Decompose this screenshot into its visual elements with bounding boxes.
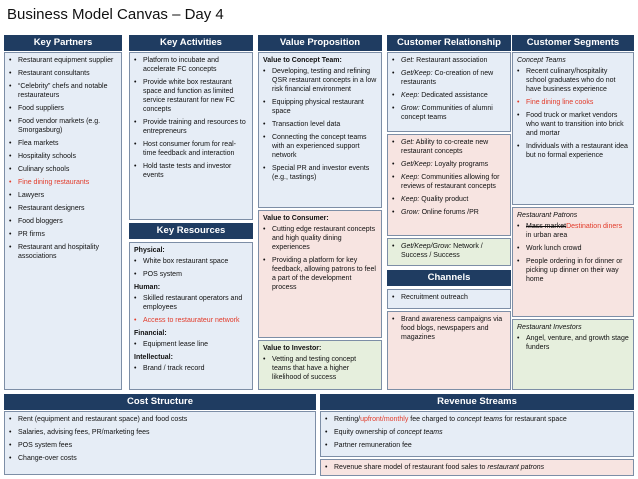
resources-intellectual-label: Intellectual: xyxy=(134,354,173,361)
value-consumer-label: Value to Consumer: xyxy=(263,215,329,222)
resource-item: • Brand / track record xyxy=(134,364,248,373)
page-title: Business Model Canvas – Day 4 xyxy=(7,6,224,23)
segments-patrons-label: Restaurant Patrons xyxy=(517,212,578,219)
value-item: • Special PR and investor events (e.g., tastings) xyxy=(263,164,377,182)
header-customer-segments: Customer Segments xyxy=(512,35,634,51)
header-revenue-streams: Revenue Streams xyxy=(320,394,634,410)
segments-investors-label: Restaurant Investors xyxy=(517,324,582,331)
partner-item: • Restaurant equipment supplier xyxy=(9,56,117,65)
relationship-item: • Get/Keep: Loyalty programs xyxy=(392,160,506,169)
value-item: • Developing, testing and refining QSR restaurant concepts in a low risk financial environment xyxy=(263,67,377,94)
value-consumer-panel xyxy=(258,210,382,338)
value-concept-team-label: Value to Concept Team: xyxy=(263,57,342,64)
relationship-item: • Grow: Communities of alumni concept teams xyxy=(392,104,506,122)
relationship-item: • Get/Keep: Co-creation of new restaurants xyxy=(392,69,506,87)
segment-item: • Recent culinary/hospitality school graduates who do not have business experience xyxy=(517,67,629,94)
partner-item: • Food vendor markets (e.g. Smorgasburg) xyxy=(9,117,117,135)
resources-human-label: Human: xyxy=(134,284,161,291)
activity-item: • Hold taste tests and investor events xyxy=(134,162,248,180)
revenue-item: • Equity ownership of concept teams xyxy=(325,428,629,437)
value-investor-label: Value to Investor: xyxy=(263,345,322,352)
segment-item: • Work lunch crowd xyxy=(517,244,629,253)
channels-blue-panel xyxy=(387,289,511,309)
partner-item: • Restaurant designers xyxy=(9,204,117,213)
partner-item: • “Celebrity” chefs and notable restaurateurs xyxy=(9,82,117,100)
resource-item: • White box restaurant space xyxy=(134,257,248,266)
segment-item: • Food truck or market vendors who want to transition into brick and mortar xyxy=(517,111,629,138)
cost-item: • POS system fees xyxy=(9,441,311,450)
header-value-proposition: Value Proposition xyxy=(258,35,382,51)
relationship-item: • Keep: Quality product xyxy=(392,195,506,204)
relationship-green-panel xyxy=(387,238,511,266)
resources-physical-label: Physical: xyxy=(134,247,165,254)
relationship-pink-panel xyxy=(387,134,511,236)
value-item: • Vetting and testing concept teams that have a higher likelihood of success xyxy=(263,355,377,382)
segment-item: • Angel, venture, and growth stage funders xyxy=(517,334,629,352)
header-key-activities: Key Activities xyxy=(129,35,253,51)
cost-structure-panel xyxy=(4,411,316,475)
value-item: • Equipping physical restaurant space xyxy=(263,98,377,116)
partner-item: • Food suppliers xyxy=(9,104,117,113)
relationship-item: • Grow: Online forums /PR xyxy=(392,208,506,217)
header-channels: Channels xyxy=(387,270,511,286)
resource-item: • Access to restaurateur network xyxy=(134,316,248,325)
partner-item: • Culinary schools xyxy=(9,165,117,174)
channel-item: • Recruitment outreach xyxy=(392,293,506,302)
partner-item: • Hospitality schools xyxy=(9,152,117,161)
revenue-item: • Revenue share model of restaurant food sales to restaurant patrons xyxy=(325,463,629,472)
value-concept-team-panel xyxy=(258,52,382,208)
revenue-item: • Partner remuneration fee xyxy=(325,441,629,450)
key-resources-panel xyxy=(129,242,253,390)
resources-financial-label: Financial: xyxy=(134,330,167,337)
relationship-item: • Keep: Communities allowing for reviews of restaurant concepts xyxy=(392,173,506,191)
partner-item: • Restaurant consultants xyxy=(9,69,117,78)
resource-item: • POS system xyxy=(134,270,248,279)
cost-item: • Salaries, advising fees, PR/marketing fees xyxy=(9,428,311,437)
value-item: • Connecting the concept teams with an experienced support network xyxy=(263,133,377,160)
partner-item: • Flea markets xyxy=(9,139,117,148)
segments-patrons-panel xyxy=(512,207,634,317)
activity-item: • Host consumer forum for real-time feedback and interaction xyxy=(134,140,248,158)
segment-item: • Fine dining line cooks xyxy=(517,98,629,107)
channels-pink-panel xyxy=(387,311,511,390)
segments-concept-panel xyxy=(512,52,634,205)
segment-item: • Individuals with a restaurant idea but no formal experience xyxy=(517,142,629,160)
activity-item: • Provide training and resources to entrepreneurs xyxy=(134,118,248,136)
partner-item: • PR firms xyxy=(9,230,117,239)
activity-item: • Provide white box restaurant space and function as limited service restaurant for new FC concepts xyxy=(134,78,248,114)
partner-item: • Restaurant and hospitality associations xyxy=(9,243,117,261)
segment-item: • Mass marketDestination diners in urban area xyxy=(517,222,629,240)
relationship-item: • Keep: Dedicated assistance xyxy=(392,91,506,100)
channel-item: • Brand awareness campaigns via food blogs, newspapers and magazines xyxy=(392,315,506,342)
activity-item: • Platform to incubate and accelerate FC concepts xyxy=(134,56,248,74)
value-item: • Providing a platform for key feedback, allowing patrons to feel a part of the development process xyxy=(263,256,377,292)
relationship-blue-panel xyxy=(387,52,511,132)
revenue-item: • Renting/upfront/monthly fee charged to concept teams for restaurant space xyxy=(325,415,629,424)
value-item: • Cutting edge restaurant concepts and high quality dining experiences xyxy=(263,225,377,252)
value-investor-panel xyxy=(258,340,382,390)
header-customer-relationship: Customer Relationship xyxy=(387,35,511,51)
relationship-item: • Get: Restaurant association xyxy=(392,56,506,65)
partner-item: • Lawyers xyxy=(9,191,117,200)
relationship-item: • Get/Keep/Grow: Network / Success / Success xyxy=(392,242,506,260)
header-key-resources: Key Resources xyxy=(129,223,253,239)
revenue-pink-panel xyxy=(320,459,634,476)
header-key-partners: Key Partners xyxy=(4,35,122,51)
revenue-blue-panel xyxy=(320,411,634,457)
key-activities-panel xyxy=(129,52,253,220)
relationship-item: • Get: Ability to co-create new restaurant concepts xyxy=(392,138,506,156)
cost-item: • Rent (equipment and restaurant space) and food costs xyxy=(9,415,311,424)
partner-item: • Food bloggers xyxy=(9,217,117,226)
resource-item: • Equipment lease line xyxy=(134,340,248,349)
header-cost-structure: Cost Structure xyxy=(4,394,316,410)
partner-item: • Fine dining restaurants xyxy=(9,178,117,187)
segment-item: • People ordering in for dinner or picking up dinner on their way home xyxy=(517,257,629,284)
segments-concept-label: Concept Teams xyxy=(517,57,566,64)
value-item: • Transaction level data xyxy=(263,120,377,129)
segments-investors-panel xyxy=(512,319,634,390)
key-partners-panel xyxy=(4,52,122,390)
resource-item: • Skilled restaurant operators and employees xyxy=(134,294,248,312)
cost-item: • Change-over costs xyxy=(9,454,311,463)
